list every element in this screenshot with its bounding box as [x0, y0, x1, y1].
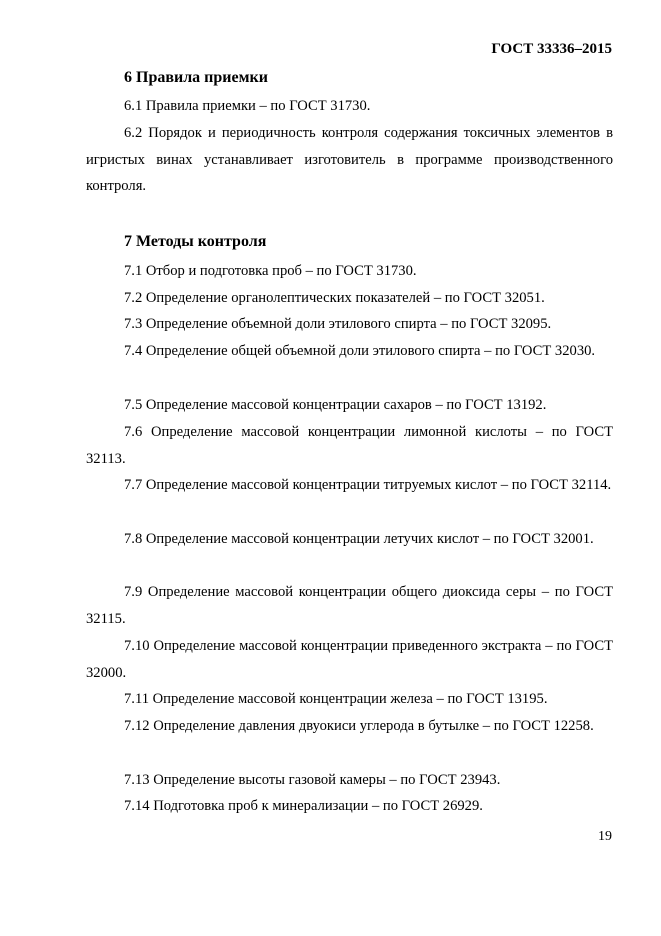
paragraph-6-1: 6.1 Правила приемки – по ГОСТ 31730. — [124, 98, 371, 114]
section-7-heading: 7 Методы контроля — [124, 233, 267, 250]
paragraph-7-13: 7.13 Определение высоты газовой камеры – по ГОСТ 23943. — [124, 772, 501, 788]
paragraph-7-7: 7.7 Определение массовой концентрации титруемых кислот – по ГОСТ 32114. — [124, 477, 612, 493]
page-number: 19 — [598, 829, 612, 844]
paragraph-7-4: 7.4 Определение общей объемной доли этилового спирта – по ГОСТ 32030. — [124, 343, 596, 359]
paragraph-7-5: 7.5 Определение массовой концентрации сахаров – по ГОСТ 13192. — [124, 397, 547, 413]
paragraph-7-3: 7.3 Определение объемной доли этилового спирта – по ГОСТ 32095. — [124, 316, 552, 332]
paragraph-7-6: 7.6 Определение массовой концентрации лимонной кислоты – по ГОСТ 32113. — [86, 424, 613, 467]
paragraph-7-1: 7.1 Отбор и подготовка проб – по ГОСТ 31730. — [124, 263, 417, 279]
section-6-heading: 6 Правила приемки — [124, 69, 268, 86]
paragraph-7-2: 7.2 Определение органолептических показателей – по ГОСТ 32051. — [124, 290, 545, 306]
paragraph-7-11: 7.11 Определение массовой концентрации железа – по ГОСТ 13195. — [124, 691, 548, 707]
paragraph-7-8: 7.8 Определение массовой концентрации летучих кислот – по ГОСТ 32001. — [124, 531, 594, 547]
paragraph-7-12: 7.12 Определение давления двуокиси углерода в бутылке – по ГОСТ 12258. — [124, 718, 594, 734]
paragraph-6-2: 6.2 Порядок и периодичность контроля содержания токсичных элементов в игристых винах устанавливает изготовитель в программе производственного контроля. — [86, 125, 613, 194]
document-header-id: ГОСТ 33336–2015 — [491, 41, 612, 57]
paragraph-7-14: 7.14 Подготовка проб к минерализации – по ГОСТ 26929. — [124, 798, 483, 814]
paragraph-7-9: 7.9 Определение массовой концентрации общего диоксида серы – по ГОСТ 32115. — [86, 584, 613, 627]
paragraph-7-10: 7.10 Определение массовой концентрации приведенного экстракта – по ГОСТ 32000. — [86, 638, 613, 681]
